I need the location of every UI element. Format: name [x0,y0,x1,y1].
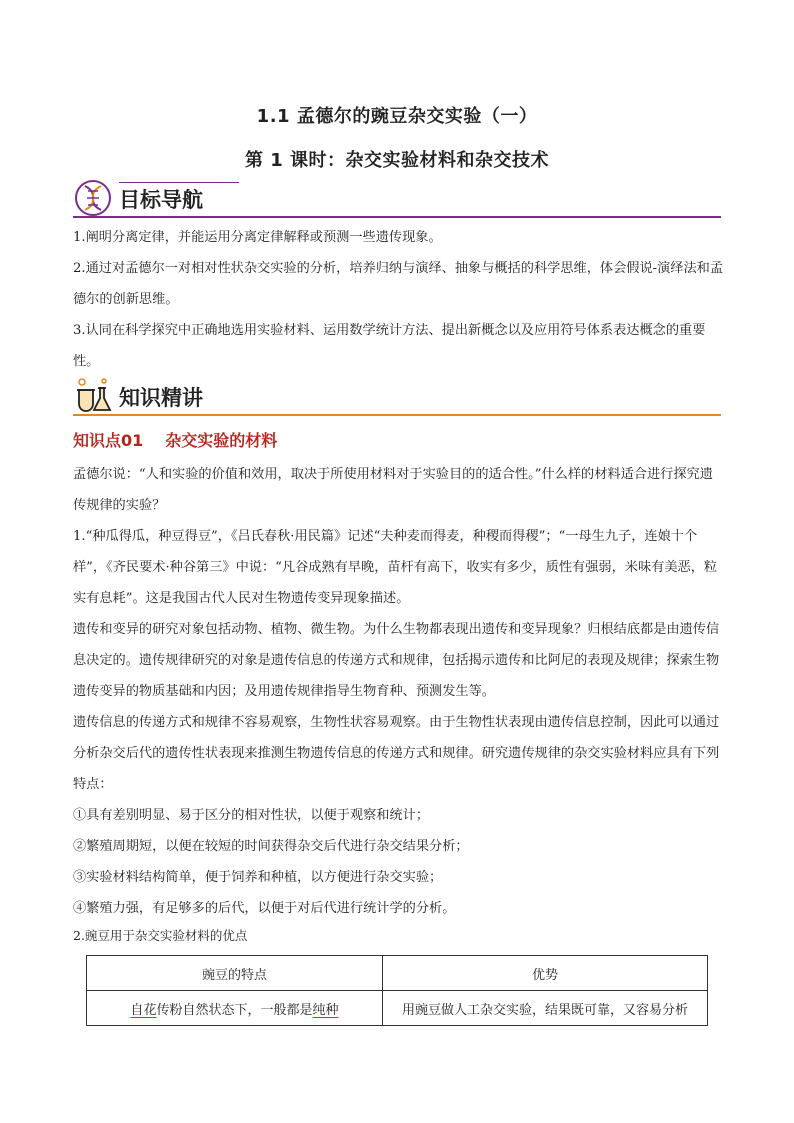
table-cell-feature [87,991,383,1026]
section-title-goals: 目标导航 [119,188,203,212]
table-header-row [87,956,708,991]
knowledge-point-name: 杂交实验的材料 [165,431,278,450]
pea-advantages-heading: 2.豌豆用于杂交实验材料的优点 [73,928,248,943]
intro-paragraph: 孟德尔说：“人和实验的价值和效用，取决于所使用材料对于实验目的的适合性。”什么样的材料适合进行探究遗传规律的实验？ [73,467,713,513]
pea-traits-table [86,955,708,1026]
table-cell-text: 传粉自然状态下，一般都是 [156,1002,313,1018]
feature-item-4: ④繁殖力强，有足够多的后代，以便于对后代进行统计学的分析。 [73,901,456,916]
dna-icon [73,178,113,218]
page-title: 1.1 孟德尔的豌豆杂交实验（一） [256,106,538,127]
goal-item-1: 1.阐明分离定律，并能运用分离定律解释或预测一些遗传现象。 [73,230,442,245]
paragraph-research-objects: 遗传和变异的研究对象包括动物、植物、微生物。为什么生物都表现出遗传和变异现象？归根结底都是由遗传信息决定的。遗传规律研究的对象是遗传信息的传递方式和规律，包括揭示遗传和比阿尼的表现及规律；探索生物遗传变异的物质基础和内因；及用遗传规律指导生物育种、预测发生等。 [73,622,720,699]
flask-icon [73,376,113,416]
paragraph-observation: 遗传信息的传递方式和规律不容易观察，生物性状容易观察。由于生物性状表现由遗传信息控制，因此可以通过分析杂交后代的遗传性状表现来推测生物遗传信息的传递方式和规律。研究遗传规律的杂交实验材料应具有下列特点： [73,715,720,792]
knowledge-point-label: 知识点01 [73,431,144,450]
table-header-cell: 豌豆的特点 [87,956,383,991]
table-row [87,991,708,1026]
section-header-goals [73,178,721,218]
goal-item-2: 2.通过对孟德尔一对相对性状杂交实验的分析，培养归纳与演绎、抽象与概括的科学思维，体会假说-演绎法和孟德尔的创新思维。 [73,261,724,307]
paragraph-ancient-descriptions: 1.“种瓜得瓜，种豆得豆”，《吕氏春秋·用民篇》记述“夫种麦而得麦，种稷而得稷”；“一母生九子，连娘十个样”，《齐民要术·种谷第三》中说：“凡谷成熟有早晚，苗杆有高下，收实有多少，质性有强弱，米味有美恶，粒实有息耗”。这是我国古代人民对生物遗传变异现象描述。 [73,529,718,606]
feature-item-1: ①具有差别明显、易于区分的相对性状，以便于观察和统计； [73,808,430,823]
knowledge-point-title [73,428,299,451]
underlined-term: 纯种 [312,1002,339,1018]
table-cell-advantage: 用豌豆做人工杂交实验，结果既可靠，又容易分析 [383,991,708,1026]
feature-item-3: ③实验材料结构简单，便于饲养和种植，以方便进行杂交实验； [73,870,443,885]
page-subtitle: 第 1 课时：杂交实验材料和杂交技术 [244,150,550,171]
goal-item-3: 3.认同在科学探究中正确地选用实验材料、运用数学统计方法、提出新概念以及应用符号体系表达概念的重要性。 [73,323,706,369]
feature-item-2: ②繁殖周期短，以便在较短的时间获得杂交后代进行杂交结果分析； [73,839,469,854]
section-header-knowledge [73,376,721,416]
underlined-term: 自花 [130,1002,157,1018]
section-title-knowledge: 知识精讲 [119,386,203,410]
table-header-cell: 优势 [383,956,708,991]
